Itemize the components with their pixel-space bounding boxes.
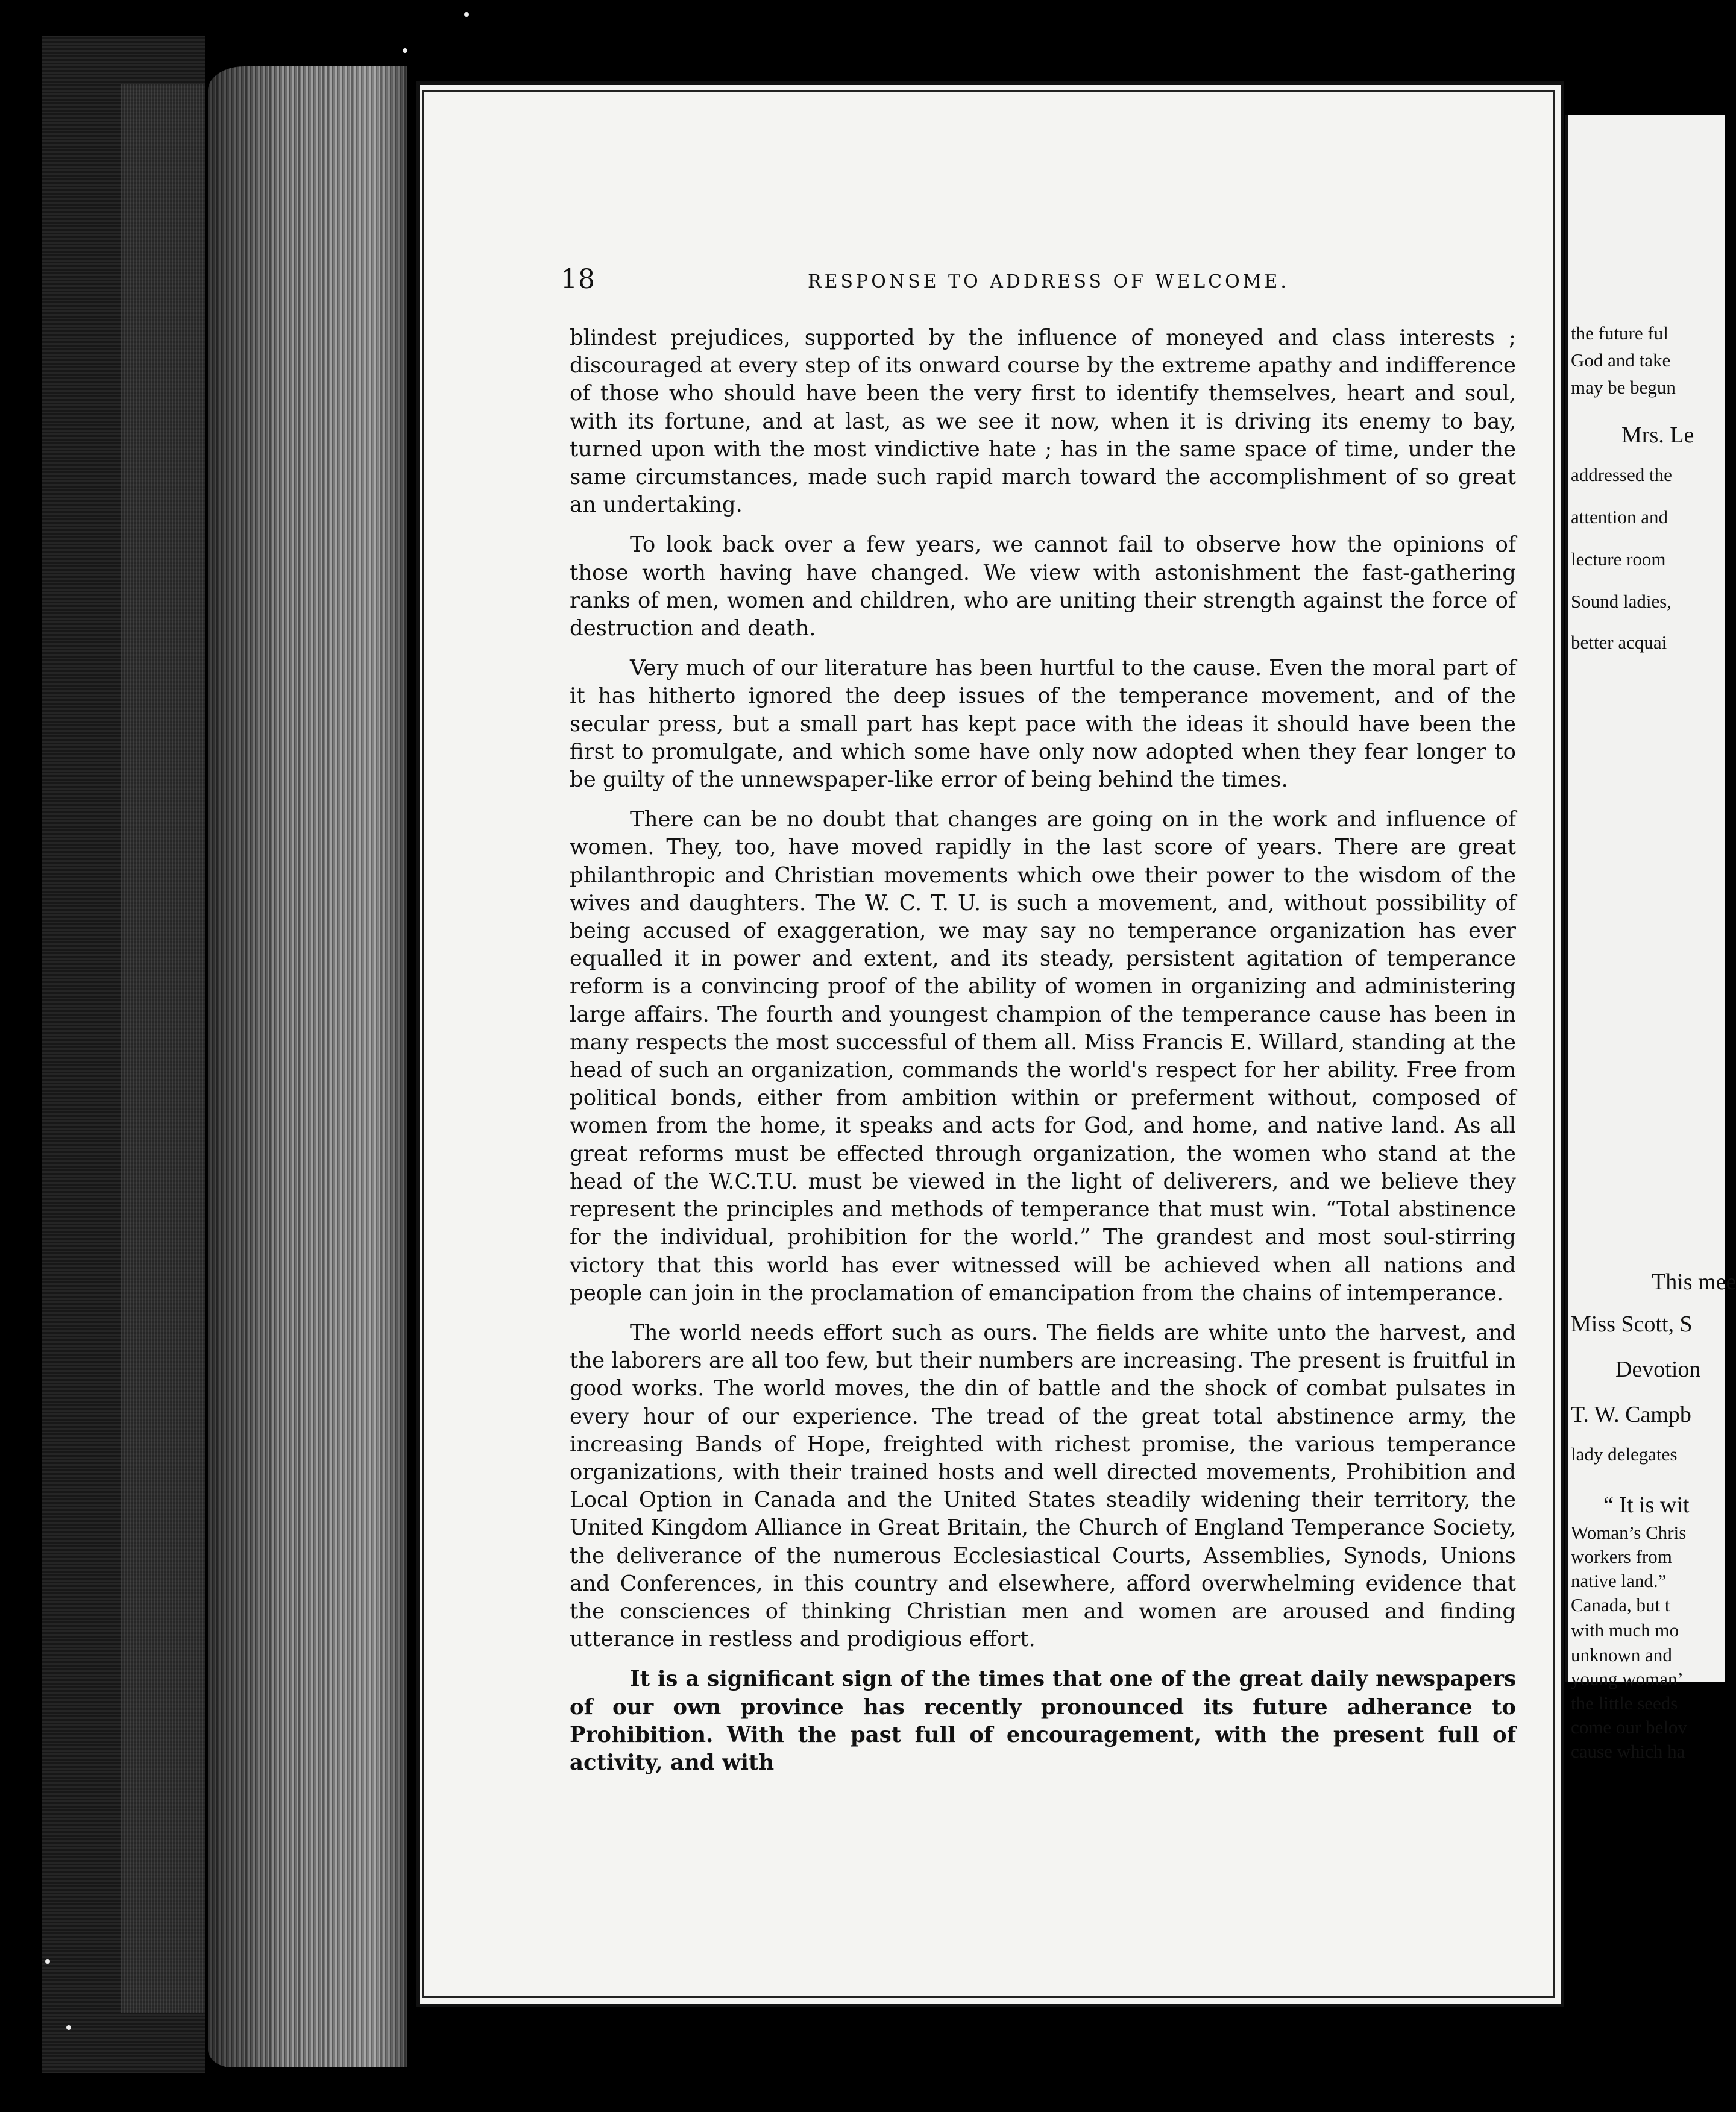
facing-page-line: lady delegates	[1571, 1444, 1678, 1465]
facing-page-line: addressed the	[1571, 464, 1672, 485]
scan-speck	[45, 1959, 50, 1964]
paragraph: Very much of our literature has been hurtful to the cause. Even the moral part of it has hitherto ignored the deep issues of the temperance movement, and of the secular press, but a small part has kept pace with the ideas it should have been the first to promulgate, and which some have only now adopted when they fear longer to be guilty of the unnewspaper-like error of being behind the times.	[570, 656, 1516, 793]
scan-speck	[464, 12, 469, 17]
page-number: 18	[561, 264, 596, 295]
page-edges-shadow	[208, 66, 407, 2067]
facing-page-line: Canada, but t	[1571, 1594, 1670, 1615]
scan-speck	[403, 48, 407, 53]
facing-page-line: Sound ladies,	[1571, 591, 1672, 612]
facing-page-line: workers from	[1571, 1546, 1672, 1567]
paragraph: The world needs effort such as ours. The fields are white unto the harvest, and the laborers are all too few, but their numbers are increasing. The present is fruitful in good works. The world moves, the din of battle and the shock of combat pulsates in every hour of our experience. The tread of the great total abstinence army, the increasing Bands of Hope, freighted with richest promise, the various temperance organizations, with their trained hosts and well directed movements, Prohibition and Local Option in Canada and the United States steadily widening their territory, the United Kingdom Alliance in Great Britain, the Church of England Temperance Society, the deliverance of the numerous Ecclesiastical Courts, Assemblies, Synods, Unions and Conferences, in this country and elsewhere, afford overwhelming evidence that the consciences of thinking Christian men and women are aroused and finding utterance in restless and prodigious effort.	[570, 1320, 1516, 1652]
facing-page-line: attention and	[1571, 506, 1668, 527]
facing-page-line: native land.”	[1571, 1570, 1667, 1591]
facing-page-line: Devotion	[1615, 1357, 1701, 1382]
facing-page-line: This mee	[1652, 1269, 1736, 1295]
facing-page-line: unknown and	[1571, 1644, 1672, 1665]
facing-page-line: Woman’s Chris	[1571, 1522, 1687, 1543]
page-body	[570, 324, 1516, 1789]
facing-page-line: God and take	[1571, 350, 1671, 371]
paragraph: It is a significant sign of the times that one of the great daily newspapers of our own province has recently pronounced its future adherance to Prohibition. With the past full of encouragement, with the present full of activity, and with	[570, 1667, 1516, 1775]
facing-page-line: may be begun	[1571, 377, 1676, 398]
paragraph: To look back over a few years, we cannot fail to observe how the opinions of those worth having have changed. We view with astonishment the fast-gathering ranks of men, women and children, who are uniting their strength against the force of destruction and death.	[570, 532, 1516, 641]
facing-page-line: the future ful	[1571, 322, 1668, 344]
facing-page-line: “ It is wit	[1603, 1492, 1690, 1518]
scan-speck	[66, 2025, 71, 2030]
running-title: RESPONSE TO ADDRESS OF WELCOME.	[808, 271, 1289, 292]
running-head	[561, 264, 1525, 300]
facing-page-line: Mrs. Le	[1621, 423, 1694, 448]
facing-page-line: come our belov	[1571, 1717, 1687, 1738]
facing-page-line: T. W. Campb	[1571, 1402, 1691, 1427]
facing-page-line: Miss Scott, S	[1571, 1312, 1693, 1337]
facing-page-line: the little seeds	[1571, 1692, 1678, 1714]
facing-page-line: lecture room	[1571, 548, 1666, 570]
facing-page-line: young woman’	[1571, 1668, 1684, 1689]
facing-page-line: cause which ha	[1571, 1741, 1685, 1762]
paragraph: blindest prejudices, supported by the influence of moneyed and class interests ; discouraged at every step of its onward course by the extreme apathy and indifference of those who should have been the very first to identify themselves, heart and soul, with its fortune, and at last, as we see it now, when it is driving its enemy to bay, turned upon with the most vindictive hate ; has in the same space of time, under the same circumstances, made such rapid march toward the accomplishment of so great an undertaking.	[570, 325, 1516, 518]
facing-page-line: better acquai	[1571, 632, 1667, 653]
facing-page-line: with much mo	[1571, 1620, 1679, 1641]
paragraph: There can be no doubt that changes are going on in the work and influence of women. They, too, have moved rapidly in the last score of years. There are great philanthropic and Christian movements which owe their power to the wisdom of the wives and daughters. The W. C. T. U. is such a movement, and, without possibility of being accused of exaggeration, we may say no temperance organization has ever equalled it in power and extent, and its steady, persistent agitation of temperance reform is a convincing proof of the ability of women in organizing and administering large affairs. The fourth and youngest champion of the temperance cause has been in many respects the most successful of them all. Miss Francis E. Willard, standing at the head of such an organization, commands the world's respect for her ability. Free from political bonds, either from ambition within or preferment without, composed of women from the home, it speaks and acts for God, and home, and native land. As all great reforms must be effected through organization, the women who stand at the head of the W.C.T.U. must be viewed in the light of deliverers, and we believe they represent the principles and methods of temperance that must win. “Total abstinence for the individual, prohibition for the world.” The grandest and most soul-stirring victory that this world has ever witnessed will be achieved when all nations and people can join in the proclamation of emancipation from the chains of intemperance.	[570, 807, 1516, 1306]
book-cloth-texture	[121, 84, 205, 2013]
